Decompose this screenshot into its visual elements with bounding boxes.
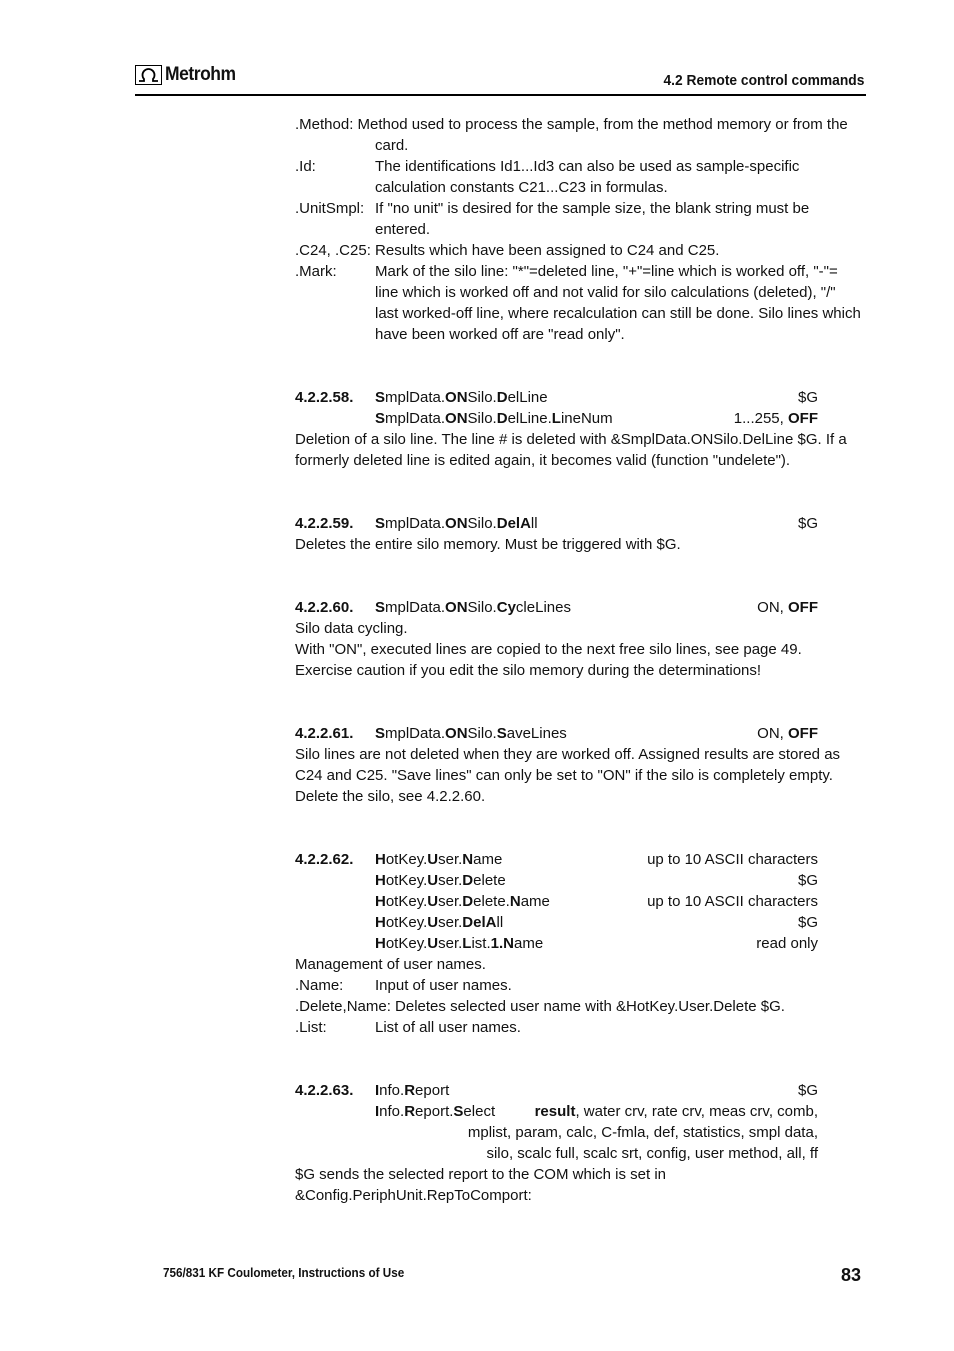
section-description: $G sends the selected report to the COM which is set in [295, 1166, 667, 1183]
section-description: With "ON", executed lines are copied to the next free silo lines, see page 49. Exercise caution if you edit the silo memory during the determinations! [295, 641, 802, 679]
section-number: 4.2.2.59. [295, 515, 354, 532]
section-title: 4.2 Remote control commands [663, 72, 864, 89]
section-description: Management of user names. [295, 956, 486, 973]
command-hotkey-user-list-1-name: HotKey.User.List.1.Name [375, 935, 544, 952]
command-line [295, 1143, 865, 1164]
command-smpldata-onsilo-delall: SmplData.ONSilo.DelAll [375, 515, 538, 532]
footer-doc-title: 756/831 KF Coulometer, Instructions of Use [163, 1265, 405, 1280]
command-line [295, 933, 865, 954]
intro-block [295, 114, 862, 345]
section-4-2-2-58 [295, 387, 865, 471]
unitsmpl-text: If "no unit" is desired for the sample size, the blank string must be entered. [375, 200, 810, 238]
method-label: .Method: [295, 116, 354, 133]
logo-text: Metrohm [165, 64, 236, 85]
section-number: 4.2.2.63. [295, 1082, 354, 1099]
page-header [135, 64, 866, 96]
select-options-line-1: result, water crv, rate crv, meas crv, comb, [534, 1103, 818, 1120]
list-text: List of all user names. [375, 1019, 521, 1036]
select-options-line-2: mplist, param, calc, C-fmla, def, statistics, smpl data, [467, 1124, 818, 1141]
section-number: 4.2.2.62. [295, 851, 354, 868]
command-line [295, 387, 865, 408]
command-line [295, 912, 865, 933]
command-line [295, 408, 865, 429]
id-entry [295, 156, 862, 198]
select-options-line-3: silo, scalc full, scalc srt, config, user method, all, ff [486, 1145, 818, 1162]
c24-entry: .C24, .C25: Results which have been assigned to C24 and C25. [295, 242, 720, 259]
id-text: The identifications Id1...Id3 can also be used as sample-specific calculation constants C21...C23 in formulas. [375, 158, 800, 196]
id-label: .Id: [295, 158, 316, 175]
list-entry [295, 1017, 865, 1038]
method-entry [295, 114, 862, 156]
command-value: $G [797, 389, 818, 406]
command-hotkey-user-delall: HotKey.User.DelAll [375, 914, 504, 931]
section-4-2-2-63 [295, 1080, 865, 1206]
command-smpldata-onsilo-cyclelines: SmplData.ONSilo.CycleLines [375, 599, 571, 616]
main-content [295, 114, 865, 1206]
command-line [295, 870, 865, 891]
command-value: $G [797, 515, 818, 532]
command-line [295, 597, 865, 618]
command-line [295, 1080, 865, 1101]
section-4-2-2-61 [295, 723, 865, 807]
list-label: .List: [295, 1019, 327, 1036]
command-line [295, 891, 865, 912]
command-smpldata-onsilo-savelines: SmplData.ONSilo.SaveLines [375, 725, 567, 742]
command-smpldata-onsilo-delline: SmplData.ONSilo.DelLine [375, 389, 548, 406]
command-value: up to 10 ASCII characters [647, 893, 818, 910]
unitsmpl-entry [295, 198, 862, 240]
command-line [295, 513, 865, 534]
section-description: Deletes the entire silo memory. Must be triggered with $G. [295, 536, 681, 553]
section-4-2-2-60 [295, 597, 865, 681]
mark-label: .Mark: [295, 263, 337, 280]
command-hotkey-user-name: HotKey.User.Name [375, 851, 503, 868]
command-line [295, 849, 865, 870]
page-number: 83 [841, 1265, 862, 1285]
command-line [295, 1122, 865, 1143]
section-description: Silo data cycling. [295, 620, 408, 637]
command-info-report: Info.Report [375, 1082, 450, 1099]
section-description: Silo lines are not deleted when they are worked off. Assigned results are stored as C24 and C25. "Save lines" can only be set to "ON" if the silo is completely empty. Delete the silo, see 4.2.2.60. [295, 746, 841, 805]
command-value: $G [797, 914, 818, 931]
section-4-2-2-62 [295, 849, 865, 1038]
section-number: 4.2.2.60. [295, 599, 354, 616]
name-entry [295, 975, 865, 996]
section-description: &Config.PeriphUnit.RepToComport: [295, 1187, 532, 1204]
name-label: .Name: [295, 977, 344, 994]
command-line [295, 1101, 865, 1122]
command-line [295, 723, 865, 744]
omega-logo-icon [135, 65, 162, 85]
section-number: 4.2.2.58. [295, 389, 354, 406]
command-value: 1...255, OFF [733, 410, 818, 427]
section-number: 4.2.2.61. [295, 725, 354, 742]
command-value: $G [797, 1082, 818, 1099]
command-value: read only [756, 935, 818, 952]
section-description: Deletion of a silo line. The line # is deleted with &SmplData.ONSilo.DelLine $G. If a formerly deleted line is edited again, it becomes valid (function "undelete"). [295, 431, 847, 469]
command-value: $G [797, 872, 818, 889]
section-4-2-2-59 [295, 513, 865, 555]
command-info-report-select: Info.Report.Select [375, 1103, 496, 1120]
mark-entry [295, 261, 862, 345]
command-smpldata-onsilo-delline-linenum: SmplData.ONSilo.DelLine.LineNum [375, 410, 613, 427]
mark-text: Mark of the silo line: "*"=deleted line, "+"=line which is worked off, "-"= line which is worked off and not valid for silo calculations (deleted), "/" last worked-off line, where recalculation can still be done. Silo lines which have been worked off are "read only". [375, 263, 861, 343]
command-value: up to 10 ASCII characters [647, 851, 818, 868]
name-text: Input of user names. [375, 977, 512, 994]
command-hotkey-user-delete: HotKey.User.Delete [375, 872, 506, 889]
metrohm-logo [135, 64, 242, 86]
command-value: ON, OFF [757, 599, 818, 616]
command-value: ON, OFF [757, 725, 818, 742]
command-hotkey-user-delete-name: HotKey.User.Delete.Name [375, 893, 550, 910]
delete-name-entry: .Delete,Name: Deletes selected user name with &HotKey.User.Delete $G. [295, 998, 785, 1015]
unitsmpl-label: .UnitSmpl: [295, 200, 365, 217]
method-text: Method used to process the sample, from the method memory or from the card. [357, 116, 848, 154]
